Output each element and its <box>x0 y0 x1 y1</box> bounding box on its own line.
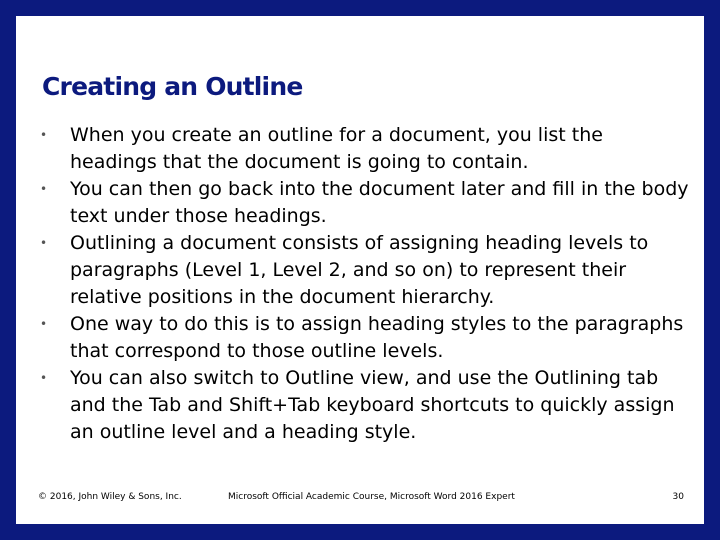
bullet-text: One way to do this is to assign heading styles to the paragraphs that correspond to those outline levels. <box>70 313 684 362</box>
bullet-list <box>40 122 690 446</box>
bullet-item <box>40 365 690 446</box>
bullet-text: You can also switch to Outline view, and use the Outlining tab and the Tab and Shift+Tab keyboard shortcuts to quickly assign an outline level and a heading style. <box>70 367 675 443</box>
slide-title: Creating an Outline <box>42 72 303 101</box>
bullet-item <box>40 311 690 365</box>
bullet-text: When you create an outline for a document, you list the headings that the document is going to contain. <box>70 124 603 173</box>
bullet-marker: • <box>40 182 48 196</box>
bullet-marker: • <box>40 371 48 385</box>
bullet-marker: • <box>40 317 48 331</box>
page-number: 30 <box>672 492 684 502</box>
bullet-item <box>40 176 690 230</box>
footer-copyright: © 2016, John Wiley & Sons, Inc. <box>38 492 182 502</box>
bullet-item <box>40 230 690 311</box>
bullet-text: Outlining a document consists of assigning heading levels to paragraphs (Level 1, Level 2, and so on) to represent their relative positions in the document hierarchy. <box>70 232 649 308</box>
bullet-item <box>40 122 690 176</box>
slide-footer <box>16 492 704 508</box>
bullet-marker: • <box>40 236 48 250</box>
bullet-marker: • <box>40 128 48 142</box>
bullet-text: You can then go back into the document later and fill in the body text under those headings. <box>70 178 689 227</box>
footer-course-title: Microsoft Official Academic Course, Microsoft Word 2016 Expert <box>228 492 515 502</box>
